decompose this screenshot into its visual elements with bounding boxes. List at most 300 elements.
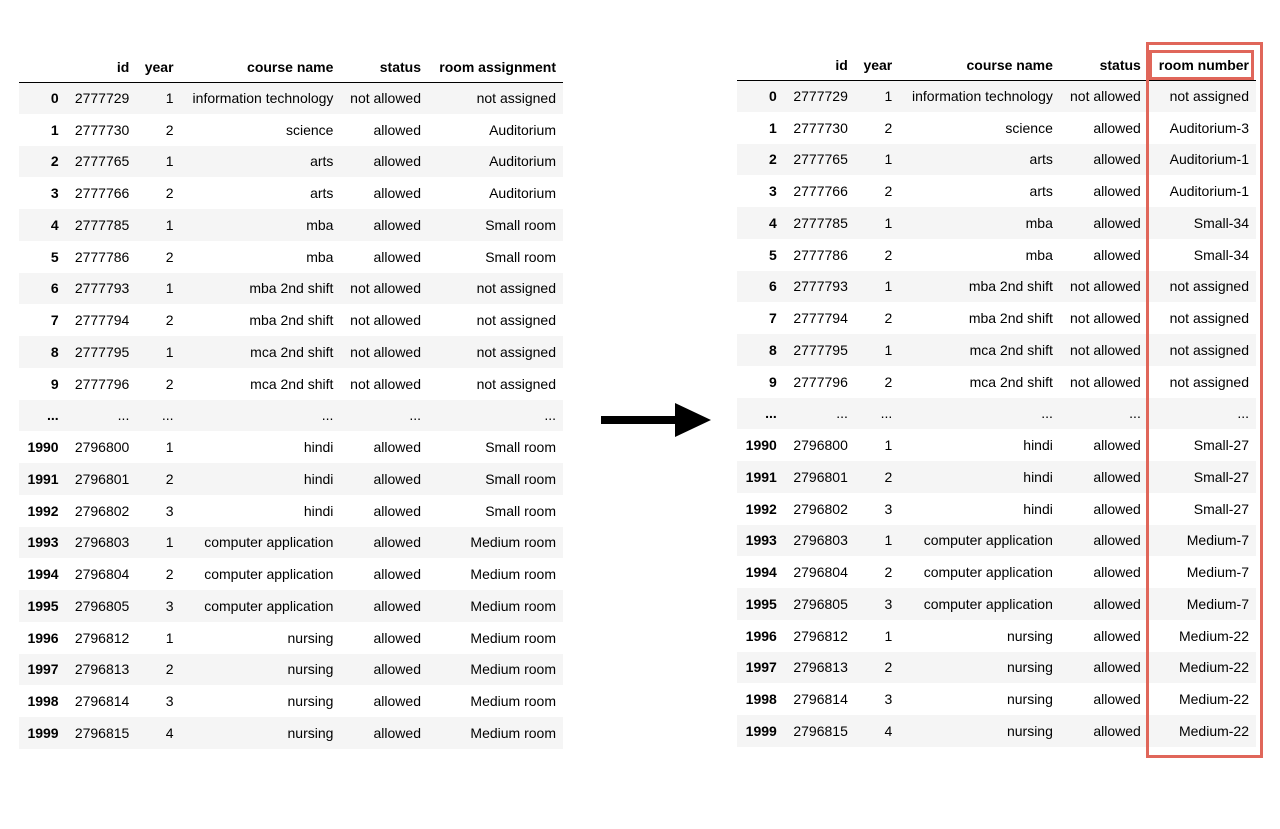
left-table-cell: 3 (165, 597, 174, 614)
left-table-cell: 2777793 (74, 280, 130, 297)
left-table-cell: mba (306, 248, 334, 265)
left-table-cell: ... (117, 407, 130, 424)
right-table-cell: not assigned (1169, 373, 1249, 390)
right-row-index: 8 (769, 341, 777, 358)
right-table-cell: Auditorium-1 (1169, 183, 1249, 200)
right-table-cell: 2 (884, 373, 893, 390)
right-table-cell: Small-27 (1193, 500, 1249, 517)
right-table-cell: 2777793 (793, 278, 848, 295)
left-table-cell: mca 2nd shift (250, 343, 334, 360)
right-row-index: 1990 (745, 437, 777, 454)
right-table-row (737, 525, 1256, 557)
left-table-cell: 1 (165, 153, 174, 170)
left-table-cell: 2777796 (74, 375, 130, 392)
left-table-row (19, 177, 563, 209)
right-table-cell: allowed (1093, 151, 1141, 168)
right-table-cell: Auditorium-3 (1169, 119, 1249, 136)
left-table-cell: 2 (165, 375, 174, 392)
right-table-cell: nursing (1006, 691, 1053, 708)
right-table-cell: 2777729 (793, 88, 848, 105)
left-table-row (19, 82, 563, 114)
left-table-row (19, 146, 563, 178)
left-table-cell: 2777794 (74, 312, 130, 329)
right-row-index: 9 (769, 373, 777, 390)
right-table-row (737, 652, 1256, 684)
left-row-index: 8 (50, 343, 59, 360)
left-table-cell: allowed (373, 661, 421, 678)
right-table-cell: 1 (884, 88, 893, 105)
left-column-header: id (66, 48, 137, 82)
right-table-cell: 2796802 (793, 500, 848, 517)
left-table-cell: 3 (165, 502, 174, 519)
right-column-header: course name (899, 46, 1060, 80)
right-table-cell: Small-34 (1193, 246, 1249, 263)
left-row-index: 1996 (27, 629, 59, 646)
right-table-cell: 2 (884, 246, 893, 263)
right-table-cell: nursing (1006, 627, 1053, 644)
right-table-cell: allowed (1093, 468, 1141, 485)
right-table-row (737, 334, 1256, 366)
right-table-cell: computer application (923, 595, 1053, 612)
right-table-row (737, 366, 1256, 398)
left-table-cell: 1 (165, 439, 174, 456)
left-row-index: 1999 (27, 724, 59, 741)
left-row-index: 1997 (27, 661, 59, 678)
left-table-cell: not assigned (476, 90, 556, 107)
right-table-row (737, 144, 1256, 176)
right-table-cell: 2777795 (793, 341, 848, 358)
left-table-cell: 2777729 (74, 90, 130, 107)
right-table-cell: mba (1025, 214, 1053, 231)
right-table-cell: Medium-7 (1186, 532, 1249, 549)
right-arrow-icon (601, 403, 711, 437)
left-table-cell: 2 (165, 470, 174, 487)
right-table-cell: mba 2nd shift (968, 278, 1053, 295)
left-table-cell: 1 (165, 629, 174, 646)
right-table-body (737, 80, 1256, 747)
right-table-cell: 4 (884, 722, 893, 739)
right-table-cell: 2796813 (793, 659, 848, 676)
right-table-cell: arts (1029, 183, 1053, 200)
right-table-cell: Small-34 (1193, 214, 1249, 231)
left-table-cell: nursing (287, 693, 334, 710)
right-row-index: 0 (769, 88, 777, 105)
left-column-header: status (340, 48, 428, 82)
right-table-cell: Medium-7 (1186, 595, 1249, 612)
right-row-index: 1997 (745, 659, 777, 676)
left-table-cell: Medium room (470, 566, 556, 583)
left-table-cell: mba 2nd shift (249, 312, 334, 329)
left-table-cell: allowed (373, 724, 421, 741)
left-table-cell: allowed (373, 185, 421, 202)
left-table-cell: 2796804 (74, 566, 130, 583)
left-row-index: 1994 (27, 566, 59, 583)
left-table-cell: ... (409, 407, 421, 424)
left-table-row (19, 209, 563, 241)
right-table-cell: not allowed (1070, 373, 1141, 390)
right-column-header: status (1060, 46, 1148, 80)
left-row-index: 1990 (27, 439, 59, 456)
right-table-cell: 2 (884, 659, 893, 676)
left-table-cell: 2 (165, 312, 174, 329)
right-table-row (737, 556, 1256, 588)
left-table-cell: 3 (165, 693, 174, 710)
left-table-cell: Small room (485, 439, 556, 456)
left-row-index: 7 (50, 312, 59, 329)
left-table-cell: Medium room (470, 629, 556, 646)
right-table-cell: Medium-7 (1186, 564, 1249, 581)
right-table-cell: 2777766 (793, 183, 848, 200)
right-table-cell: 2777786 (793, 246, 848, 263)
left-table-cell: Medium room (470, 724, 556, 741)
left-table-cell: 1 (165, 90, 174, 107)
right-table-cell: ... (880, 405, 893, 422)
right-table-cell: hindi (1023, 500, 1053, 517)
left-table-cell: hindi (303, 439, 334, 456)
right-table-cell: allowed (1093, 691, 1141, 708)
right-table-cell: not assigned (1169, 278, 1249, 295)
right-table-cell: not assigned (1169, 310, 1249, 327)
left-table-cell: 2 (165, 121, 174, 138)
right-table-row (737, 175, 1256, 207)
right-row-index: 1995 (745, 595, 777, 612)
left-table-cell: 2796805 (74, 597, 130, 614)
left-row-index: 1992 (27, 502, 59, 519)
left-row-index: 0 (50, 90, 59, 107)
left-table-row (19, 463, 563, 495)
left-table-cell: Small room (485, 470, 556, 487)
left-table-row (19, 241, 563, 273)
left-table-cell: mba 2nd shift (249, 280, 334, 297)
left-table-cell: allowed (373, 216, 421, 233)
left-table-cell: not assigned (476, 280, 556, 297)
right-row-index: 7 (769, 310, 777, 327)
right-table-cell: mba (1025, 246, 1053, 263)
left-table-cell: 2796801 (74, 470, 130, 487)
right-table-row (737, 429, 1256, 461)
left-table-cell: computer application (204, 566, 334, 583)
left-table-row (19, 336, 563, 368)
right-table-row (737, 112, 1256, 144)
right-table-cell: computer application (923, 564, 1053, 581)
left-table-cell: 4 (165, 724, 174, 741)
left-column-header: room assignment (428, 48, 563, 82)
right-row-index: 4 (769, 214, 777, 231)
right-table-cell: 2777796 (793, 373, 848, 390)
right-column-header: year (855, 46, 899, 80)
left-table-cell: arts (310, 153, 334, 170)
left-table-cell: computer application (204, 534, 334, 551)
right-table-cell: 1 (884, 278, 893, 295)
left-table-cell: 2796813 (74, 661, 130, 678)
left-table-row (19, 685, 563, 717)
left-table-cell: Medium room (470, 597, 556, 614)
right-table-row (737, 302, 1256, 334)
left-table-cell: Small room (485, 502, 556, 519)
right-column-header: room number (1148, 46, 1256, 80)
left-table-cell: mca 2nd shift (250, 375, 334, 392)
right-row-index: 1999 (745, 722, 777, 739)
left-table-cell: Small room (485, 248, 556, 265)
left-row-index: 1993 (27, 534, 59, 551)
right-table-cell: ... (1237, 405, 1249, 422)
left-table-cell: not assigned (476, 312, 556, 329)
left-table-cell: allowed (373, 502, 421, 519)
right-table-cell: mca 2nd shift (969, 373, 1053, 390)
left-table-cell: 2796815 (74, 724, 130, 741)
right-table-cell: 2796803 (793, 532, 848, 549)
left-row-index: 1 (50, 121, 59, 138)
right-table-cell: 1 (884, 214, 893, 231)
left-table-cell: 1 (165, 216, 174, 233)
right-table-cell: ... (1041, 405, 1053, 422)
left-table-cell: 2777766 (74, 185, 130, 202)
left-table-cell: not assigned (476, 375, 556, 392)
left-table-cell: hindi (303, 470, 334, 487)
right-row-index: 1998 (745, 691, 777, 708)
left-table-cell: not allowed (350, 90, 421, 107)
left-row-index: 1995 (27, 597, 59, 614)
right-row-index: 2 (769, 151, 777, 168)
right-table-cell: 3 (884, 500, 893, 517)
left-table-row (19, 527, 563, 559)
left-row-index: 6 (50, 280, 59, 297)
left-table-cell: ... (321, 407, 334, 424)
right-table-header (737, 46, 1256, 80)
left-row-index: 1991 (27, 470, 59, 487)
right-table-row (737, 715, 1256, 747)
left-table-cell: 2796800 (74, 439, 130, 456)
right-table-cell: 2 (884, 183, 893, 200)
right-table-cell: 1 (884, 151, 893, 168)
left-table-row (19, 114, 563, 146)
right-row-index: 1 (769, 119, 777, 136)
left-table-cell: 2777795 (74, 343, 130, 360)
right-table-cell: 1 (884, 532, 893, 549)
right-table-cell: 2777794 (793, 310, 848, 327)
left-table-cell: information technology (192, 90, 334, 107)
right-table-row (737, 683, 1256, 715)
right-table-cell: 3 (884, 691, 893, 708)
left-table-cell: arts (310, 185, 334, 202)
left-table-header (19, 48, 563, 82)
left-table-cell: Medium room (470, 661, 556, 678)
right-table-cell: 1 (884, 437, 893, 454)
right-table-cell: not assigned (1169, 341, 1249, 358)
left-table-cell: Auditorium (489, 153, 556, 170)
right-table-row (737, 493, 1256, 525)
right-table-cell: 2777730 (793, 119, 848, 136)
right-table-cell: not allowed (1070, 341, 1141, 358)
left-table-cell: 2 (165, 248, 174, 265)
right-table-cell: allowed (1093, 722, 1141, 739)
left-table-cell: 1 (165, 343, 174, 360)
right-table-cell: 2796804 (793, 564, 848, 581)
right-table-row (737, 398, 1256, 430)
right-table-row (737, 239, 1256, 271)
right-table-cell: allowed (1093, 500, 1141, 517)
left-table-cell: nursing (287, 724, 334, 741)
right-table-cell: 2796805 (793, 595, 848, 612)
left-table-row (19, 273, 563, 305)
right-table-cell: allowed (1093, 564, 1141, 581)
right-table-cell: Small-27 (1193, 437, 1249, 454)
right-row-index: ... (765, 405, 777, 422)
right-table-cell: 3 (884, 595, 893, 612)
left-header-row (19, 48, 563, 82)
left-table-cell: allowed (373, 248, 421, 265)
left-table-cell: ... (544, 407, 556, 424)
right-row-index: 6 (769, 278, 777, 295)
left-table-cell: allowed (373, 693, 421, 710)
left-table-cell: hindi (303, 502, 334, 519)
right-table-cell: hindi (1023, 468, 1053, 485)
right-row-index: 1992 (745, 500, 777, 517)
left-table-row (19, 717, 563, 749)
left-table-cell: 2 (165, 566, 174, 583)
right-table-row (737, 588, 1256, 620)
right-table-cell: 2796801 (793, 468, 848, 485)
right-table-cell: allowed (1093, 627, 1141, 644)
right-dataframe-table (737, 46, 1256, 747)
left-index-header (19, 48, 66, 82)
left-table-cell: 2796803 (74, 534, 130, 551)
right-table-cell: Medium-22 (1178, 691, 1249, 708)
right-table-cell: 2796814 (793, 691, 848, 708)
right-table-cell: not allowed (1070, 310, 1141, 327)
right-table-cell: 2777785 (793, 214, 848, 231)
right-table-cell: computer application (923, 532, 1053, 549)
left-row-index: 5 (50, 248, 59, 265)
left-table-cell: 2777765 (74, 153, 130, 170)
left-table-cell: not assigned (476, 343, 556, 360)
left-table-row (19, 654, 563, 686)
right-row-index: 1993 (745, 532, 777, 549)
right-table-cell: allowed (1093, 183, 1141, 200)
right-header-row (737, 46, 1256, 80)
left-table-cell: Medium room (470, 534, 556, 551)
left-column-header: year (136, 48, 180, 82)
right-table-cell: Medium-22 (1178, 659, 1249, 676)
left-table-cell: allowed (373, 439, 421, 456)
left-table-cell: not allowed (350, 343, 421, 360)
left-table-cell: allowed (373, 121, 421, 138)
left-table-row (19, 368, 563, 400)
left-table-cell: 2796812 (74, 629, 130, 646)
right-table-cell: allowed (1093, 214, 1141, 231)
left-table-cell: nursing (287, 629, 334, 646)
right-row-index: 1994 (745, 564, 777, 581)
right-table-row (737, 271, 1256, 303)
right-table-cell: nursing (1006, 659, 1053, 676)
left-table-cell: 2796814 (74, 693, 130, 710)
left-row-index: 3 (50, 185, 59, 202)
right-column-header: id (784, 46, 855, 80)
left-table-cell: science (285, 121, 334, 138)
right-table-row (737, 461, 1256, 493)
left-table-cell: 2 (165, 661, 174, 678)
right-table-cell: 2 (884, 310, 893, 327)
right-table-cell: ... (1129, 405, 1141, 422)
right-table-cell: 1 (884, 341, 893, 358)
right-table-cell: nursing (1006, 722, 1053, 739)
right-table-cell: science (1005, 119, 1053, 136)
left-table-cell: Auditorium (489, 185, 556, 202)
left-table-cell: not allowed (350, 375, 421, 392)
left-table-cell: not allowed (350, 280, 421, 297)
left-table-cell: 1 (165, 534, 174, 551)
left-table-cell: 2777786 (74, 248, 130, 265)
right-table-cell: arts (1029, 151, 1053, 168)
right-table-cell: allowed (1093, 659, 1141, 676)
left-table-cell: Auditorium (489, 121, 556, 138)
right-table-cell: Medium-22 (1178, 627, 1249, 644)
left-column-header: course name (181, 48, 341, 82)
right-row-index: 3 (769, 183, 777, 200)
right-table-cell: not assigned (1169, 88, 1249, 105)
left-table-row (19, 400, 563, 432)
right-table-cell: 2777765 (793, 151, 848, 168)
right-table-cell: not allowed (1070, 278, 1141, 295)
right-table-cell: mba 2nd shift (968, 310, 1053, 327)
left-table-cell: allowed (373, 153, 421, 170)
left-table-cell: ... (161, 407, 174, 424)
right-row-index: 1996 (745, 627, 777, 644)
left-table-row (19, 431, 563, 463)
right-table-cell: hindi (1023, 437, 1053, 454)
right-table-row (737, 620, 1256, 652)
left-table-cell: 1 (165, 280, 174, 297)
left-table-cell: nursing (287, 661, 334, 678)
left-table-row (19, 622, 563, 654)
left-row-index: 1998 (27, 693, 59, 710)
left-table-cell: 2777785 (74, 216, 130, 233)
left-table-cell: allowed (373, 470, 421, 487)
right-table-cell: 2796800 (793, 437, 848, 454)
right-table-cell: Small-27 (1193, 468, 1249, 485)
right-table-cell: Auditorium-1 (1169, 151, 1249, 168)
left-row-index: ... (46, 407, 59, 424)
right-table-cell: mca 2nd shift (969, 341, 1053, 358)
right-table-row (737, 207, 1256, 239)
right-table-cell: allowed (1093, 246, 1141, 263)
right-table-row (737, 80, 1256, 112)
right-table-cell: allowed (1093, 532, 1141, 549)
left-row-index: 9 (50, 375, 59, 392)
right-table-cell: 2 (884, 119, 893, 136)
left-table-cell: Medium room (470, 693, 556, 710)
left-table-cell: computer application (204, 597, 334, 614)
right-table-cell: not allowed (1070, 88, 1141, 105)
right-table-cell: 1 (884, 627, 893, 644)
left-table-row (19, 590, 563, 622)
left-table-cell: 2796802 (74, 502, 130, 519)
right-table-cell: allowed (1093, 595, 1141, 612)
left-table-cell: Small room (485, 216, 556, 233)
left-table-row (19, 304, 563, 336)
left-table-cell: allowed (373, 597, 421, 614)
right-row-index: 1991 (745, 468, 777, 485)
right-index-header (737, 46, 784, 80)
right-table-cell: Medium-22 (1178, 722, 1249, 739)
right-row-index: 5 (769, 246, 777, 263)
left-table-body (19, 82, 563, 749)
left-table-cell: mba (306, 216, 334, 233)
left-table-row (19, 495, 563, 527)
right-table-cell: information technology (912, 88, 1053, 105)
right-table-cell: allowed (1093, 119, 1141, 136)
left-table-cell: allowed (373, 566, 421, 583)
